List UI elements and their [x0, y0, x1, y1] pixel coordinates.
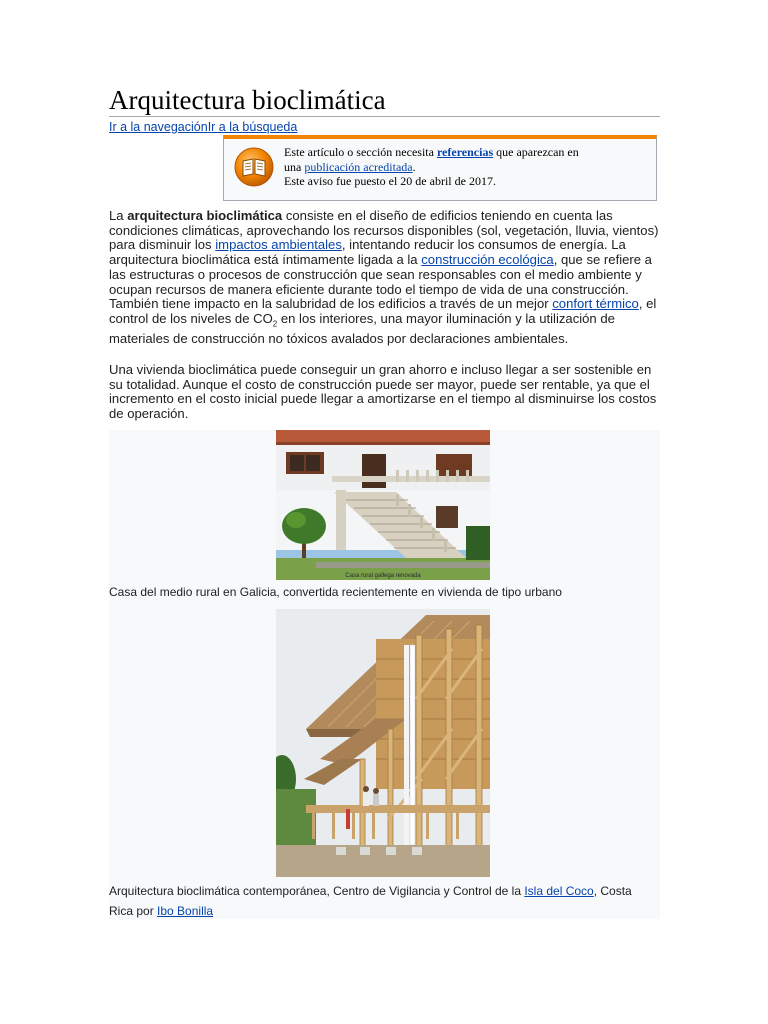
notice-date: Este aviso fue puesto el 20 de abril de 2017. — [284, 174, 496, 188]
term-bold: arquitectura bioclimática — [127, 208, 283, 223]
isla-del-coco-link[interactable]: Isla del Coco — [524, 884, 594, 898]
intro-paragraph: La arquitectura bioclimática consiste en el diseño de edificios teniendo en cuenta las condiciones climáticas, aprovechando los recursos disponibles (sol, vegetación, lluvia, vientos) para disminuir los impactos ambientales, intentando reducir los consumos de energía. La arquitectura bioclimática está íntimamente ligada a la construcción ecológica, que se refiere a las estructuras o procesos de construcción que sean responsables con el medio ambiente y ocupan recursos de manera eficiente durante todo el tiempo de vida de una construcción. También tiene impacto en la salubridad de los edificios a través de un mejor confort térmico, el control de los niveles de $CO_2$ en los interiores, una mayor iluminación y la utilización de materiales de construcción no tóxicos avalados por declaraciones ambientales. — [109, 208, 659, 347]
notice-line-2: una publicación acreditada. — [284, 159, 416, 174]
skip-links — [109, 119, 297, 135]
image-gallery — [109, 430, 660, 919]
rural-house-photo[interactable] — [276, 430, 490, 580]
skip-search-link[interactable]: Ir a la búsqueda — [207, 120, 298, 134]
caption-galicia: Casa del medio rural en Galicia, convertida recientemente en vivienda de tipo urbano — [109, 585, 562, 599]
photo-watermark: Casa rural gallega renovada — [345, 573, 421, 579]
confort-termico-link[interactable]: confort térmico — [552, 296, 639, 312]
ibo-bonilla-link[interactable]: Ibo Bonilla — [157, 904, 214, 918]
second-paragraph: Una vivienda bioclimática puede conseguir un gran ahorro e incluso llegar a ser sostenible en su totalidad. Aunque el costo de construcción puede ser mayor, puede ser rentable, ya que el incremento en el costo inicial puede llegar a amortizarse en el tiempo al disminuirse los costos de operación. — [109, 362, 657, 422]
page-title: Arquitectura bioclimática — [109, 84, 660, 117]
impactos-ambientales-link[interactable]: impactos ambientales — [215, 237, 342, 253]
book-icon — [234, 147, 274, 187]
notice-line-1: Este artículo o sección necesita referencias que aparezcan en — [284, 145, 579, 159]
isla-del-coco-photo[interactable] — [276, 609, 490, 877]
references-notice — [223, 135, 657, 201]
skip-navigation-link[interactable]: Ir a la navegación — [109, 120, 208, 134]
construccion-ecologica-link[interactable]: construcción ecológica — [421, 252, 554, 268]
references-link[interactable]: referencias — [436, 145, 494, 159]
accredited-publication-link[interactable]: publicación acreditada — [304, 159, 413, 174]
caption-isla-del-coco: Arquitectura bioclimática contemporánea, Centro de Vigilancia y Control de la Isla del Coco, Costa Rica por Ibo Bonilla — [109, 884, 632, 918]
